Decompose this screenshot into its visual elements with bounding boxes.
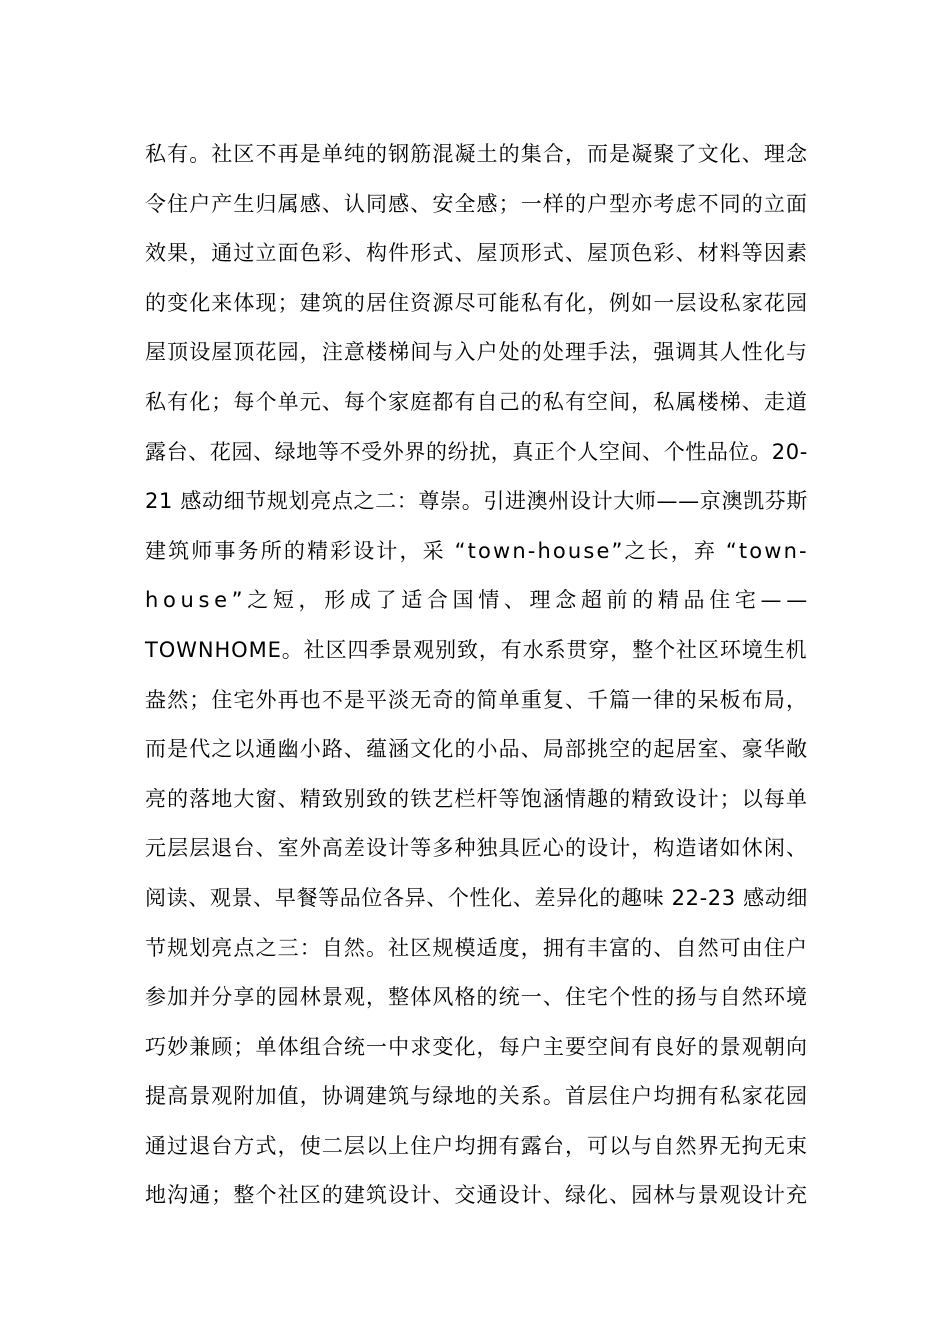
body-text [145, 130, 812, 1221]
text-line: 建筑师事务所的精彩设计，采 “town-house”之长，弃 “town- [145, 538, 809, 563]
text-line: house”之短，形成了适合国情、理念超前的精品住宅—— [145, 588, 812, 613]
text-line: 令住户产生归属感、认同感、安全感；一样的户型亦考虑不同的立面 [145, 191, 809, 216]
text-line: 私有化；每个单元、每个家庭都有自己的私有空间，私属楼梯、走道 [145, 389, 809, 414]
text-line: 阅读、观景、早餐等品位各异、个性化、差异化的趣味 22-23 感动细 [145, 885, 808, 910]
text-line: 盎然；住宅外再也不是平淡无奇的简单重复、千篇一律的呆板布局， [145, 687, 809, 712]
text-line: 的变化来体现；建筑的居住资源尽可能私有化，例如一层设私家花园 [145, 290, 809, 315]
text-line: 巧妙兼顾；单体组合统一中求变化，每户主要空间有良好的景观朝向 [145, 1034, 809, 1059]
text-line: 而是代之以通幽小路、蕴涵文化的小品、局部挑空的起居室、豪华敞 [145, 737, 809, 762]
text-line: 元层层退台、室外高差设计等多种独具匠心的设计，构造诸如休闲、 [145, 836, 809, 861]
text-line: 亮的落地大窗、精致别致的铁艺栏杆等饱涵情趣的精致设计；以每单 [145, 786, 809, 811]
text-line: 21 感动细节规划亮点之二：尊崇。引进澳州设计大师——京澳凯芬斯 [145, 489, 809, 514]
text-line: 参加并分享的园林景观，整体风格的统一、住宅个性的扬与自然环境 [145, 985, 809, 1010]
text-line: 私有。社区不再是单纯的钢筋混凝土的集合，而是凝聚了文化、理念 [145, 142, 809, 166]
text-line: 地沟通；整个社区的建筑设计、交通设计、绿化、园林与景观设计充 [145, 1183, 809, 1208]
text-line: 提高景观附加值，协调建筑与绿地的关系。首层住户均拥有私家花园 [145, 1084, 809, 1109]
text-line: TOWNHOME。社区四季景观别致，有水系贯穿，整个社区环境生机 [145, 637, 808, 662]
text-line: 露台、花园、绿地等不受外界的纷扰，真正个人空间、个性品位。20- [145, 439, 808, 464]
text-line: 屋顶设屋顶花园，注意楼梯间与入户处的处理手法，强调其人性化与 [145, 340, 809, 365]
text-line: 节规划亮点之三：自然。社区规模适度，拥有丰富的、自然可由住户 [145, 935, 809, 960]
text-line: 通过退台方式，使二层以上住户均拥有露台，可以与自然界无拘无束 [145, 1133, 809, 1158]
text-line: 效果，通过立面色彩、构件形式、屋顶形式、屋顶色彩、材料等因素 [145, 241, 809, 266]
